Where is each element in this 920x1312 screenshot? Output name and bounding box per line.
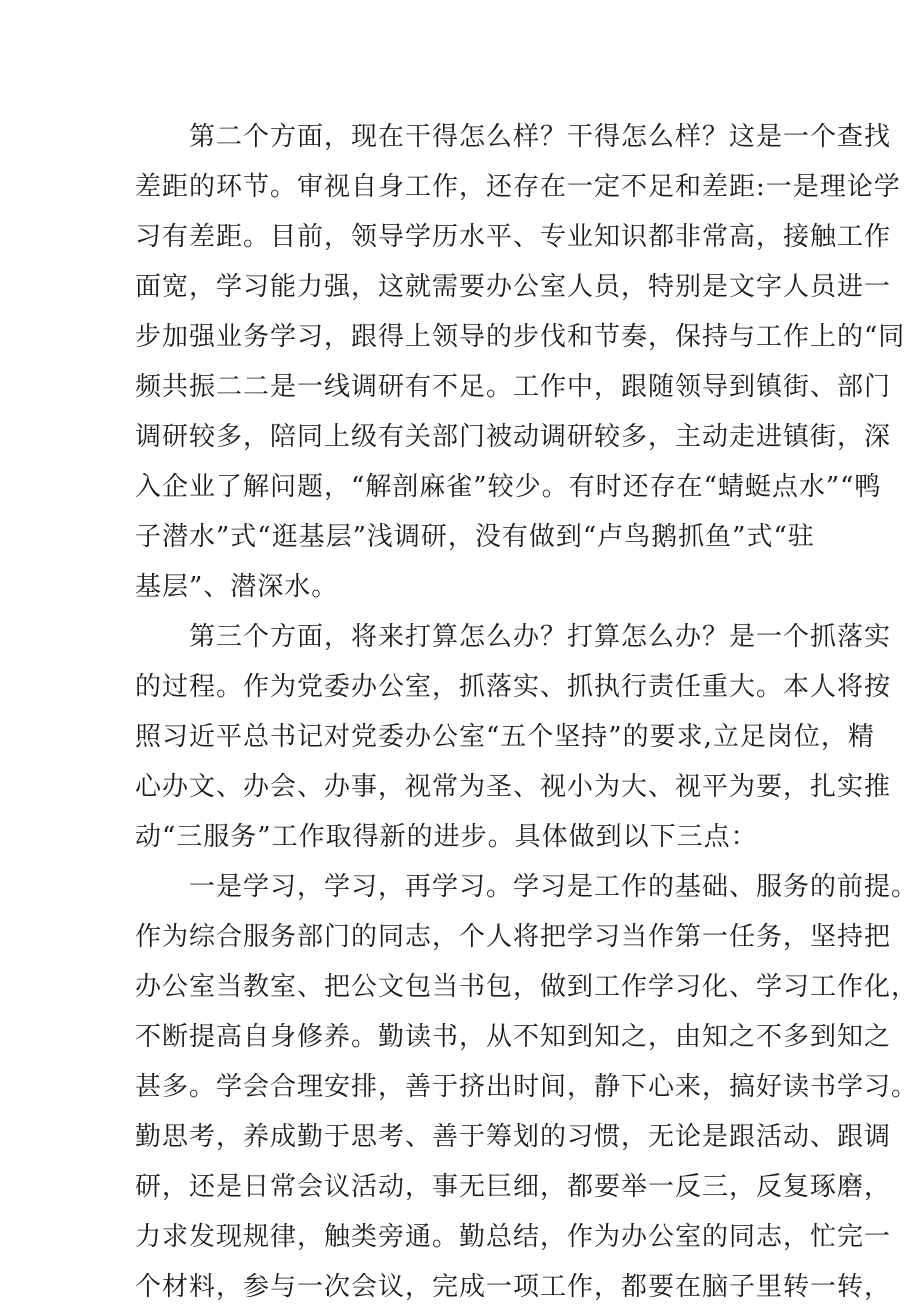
text-line: 办公室当教室、把公文包当书包，做到工作学习化、学习工作化， [135,972,919,1002]
text-line: 心办文、办会、办事，视常为圣、视小为大、视平为要，扎实推 [135,772,892,802]
text-line: 的过程。作为党委办公室，抓落实、抓执行责任重大。本人将按 [135,672,892,702]
text-line: 一是学习，学习，再学习。学习是工作的基础、服务的前提。 [189,872,919,902]
text-line: 入企业了解问题，“解剖麻雀”较少。有时还存在“蜻蜓点水”“鸭 [135,472,882,502]
text-line: 不断提高自身修养。勤读书，从不知到知之，由知之不多到知之 [135,1022,892,1052]
text-line: 照习近平总书记对党委办公室“五个坚持”的要求,立足岗位，精 [135,722,875,752]
text-line: 第三个方面，将来打算怎么办？打算怎么办？是一个抓落实 [189,622,892,652]
text-line: 调研较多，陪同上级有关部门被动调研较多，主动走进镇街，深 [135,422,892,452]
text-line: 个材料，参与一次会议，完成一项工作，都要在脑子里转一转， [135,1272,892,1302]
text-line: 子潜水”式“逛基层”浅调研，没有做到“卢鸟鹅抓鱼”式“驻 [135,522,815,552]
text-line: 动“三服务”工作取得新的进步。具体做到以下三点： [135,822,758,852]
text-line: 频共振二二是一线调研有不足。工作中，跟随领导到镇街、部门 [135,372,892,402]
text-line: 勤思考，养成勤于思考、善于筹划的习惯，无论是跟活动、跟调 [135,1122,892,1152]
text-line: 第二个方面，现在干得怎么样？干得怎么样？这是一个查找 [189,122,892,152]
text-line: 力求发现规律，触类旁通。勤总结，作为办公室的同志，忙完一 [135,1222,892,1252]
text-line: 研，还是日常会议活动，事无巨细，都要举一反三，反复琢磨， [135,1172,892,1202]
text-line: 面宽，学习能力强，这就需要办公室人员，特别是文字人员进一 [135,272,892,302]
text-line: 基层”、潜深水。 [135,572,339,602]
document-page [135,112,919,1312]
text-line: 作为综合服务部门的同志，个人将把学习当作第一任务，坚持把 [135,922,892,952]
text-line: 甚多。学会合理安排，善于挤出时间，静下心来，搞好读书学习。 [135,1072,919,1102]
text-line: 步加强业务学习，跟得上领导的步伐和节奏，保持与工作上的“同 [135,322,906,352]
text-line: 习有差距。目前，领导学历水平、专业知识都非常高，接触工作 [135,222,892,252]
text-line: 差距的环节。审视自身工作，还存在一定不足和差距:一是理论学 [135,172,901,202]
